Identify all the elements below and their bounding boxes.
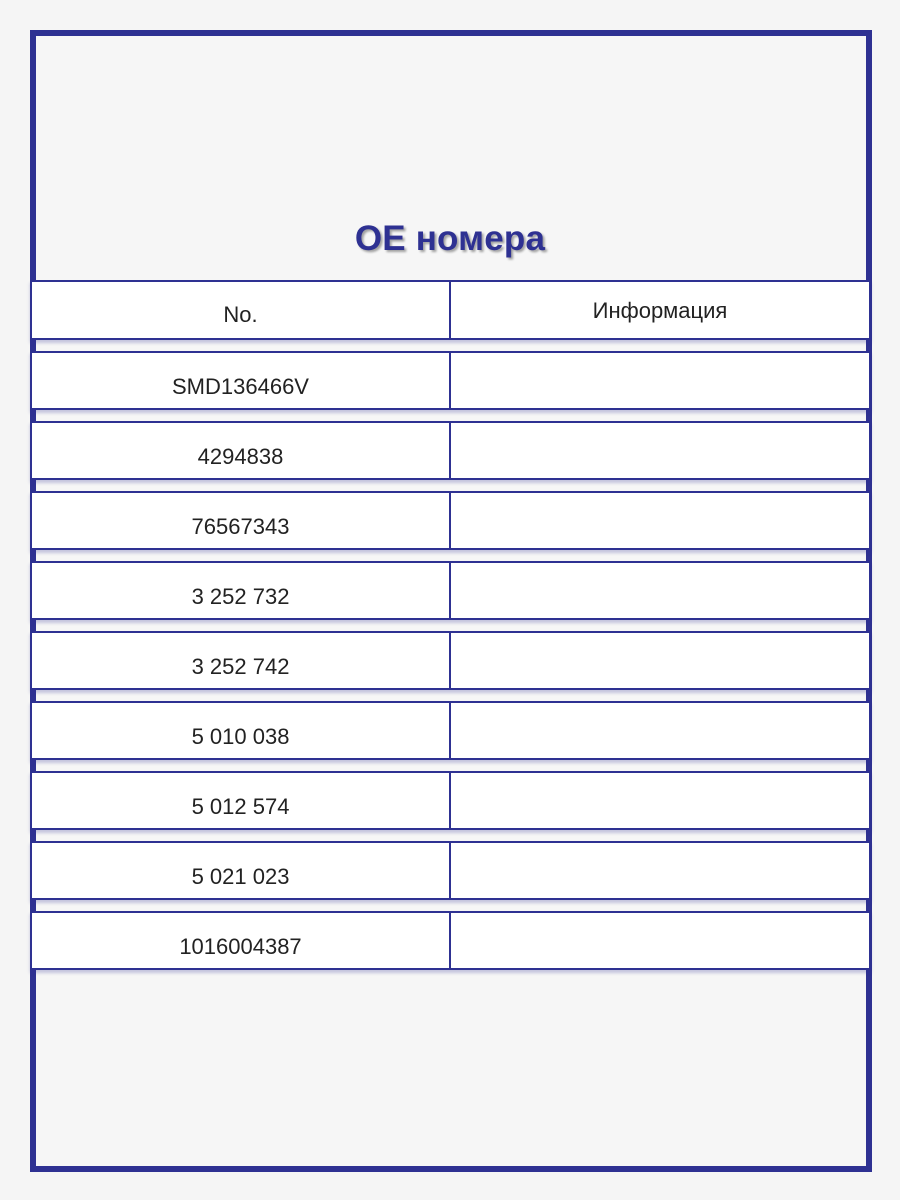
table-header-row bbox=[30, 280, 871, 340]
row-info bbox=[451, 633, 869, 688]
row-no: 5 010 038 bbox=[32, 703, 451, 758]
table-row bbox=[30, 351, 871, 410]
row-no: 3 252 742 bbox=[32, 633, 451, 688]
header-no: No. bbox=[32, 282, 451, 338]
row-no: 76567343 bbox=[32, 493, 451, 548]
page-title: OE номера bbox=[354, 219, 546, 258]
row-info bbox=[451, 353, 869, 408]
row-info bbox=[451, 843, 869, 898]
header-info: Информация bbox=[592, 298, 728, 323]
row-info bbox=[451, 493, 869, 548]
row-no: 1016004387 bbox=[32, 913, 451, 968]
row-no: 5 021 023 bbox=[32, 843, 451, 898]
row-info bbox=[451, 913, 869, 968]
row-info bbox=[451, 773, 869, 828]
table-row bbox=[30, 631, 871, 690]
row-no: 5 012 574 bbox=[32, 773, 451, 828]
row-info bbox=[451, 563, 869, 618]
row-info bbox=[451, 703, 869, 758]
oe-numbers-table bbox=[30, 280, 871, 970]
row-no: 4294838 bbox=[32, 423, 451, 478]
table-row bbox=[30, 561, 871, 620]
table-row bbox=[30, 421, 871, 480]
table-row bbox=[30, 701, 871, 760]
row-info bbox=[451, 423, 869, 478]
table-row bbox=[30, 841, 871, 900]
table-row bbox=[30, 771, 871, 830]
row-no: 3 252 732 bbox=[32, 563, 451, 618]
table-row bbox=[30, 491, 871, 550]
row-no: SMD136466V bbox=[32, 353, 451, 408]
table-row bbox=[30, 911, 871, 970]
